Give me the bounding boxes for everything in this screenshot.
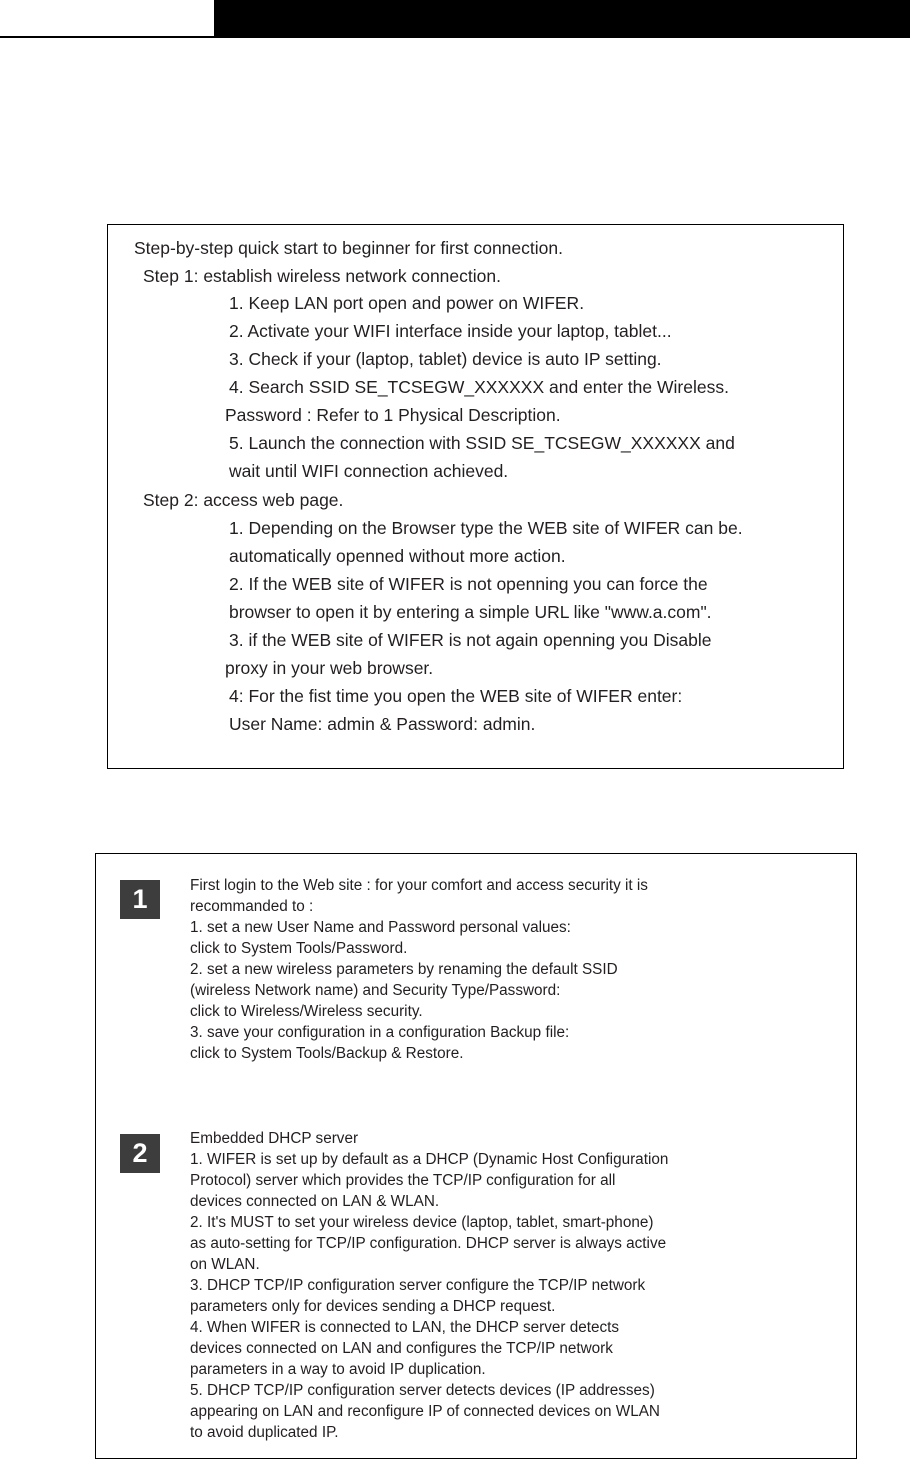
header-bar: [214, 0, 910, 38]
step2-line: proxy in your web browser.: [225, 658, 434, 678]
note-line: 4. When WIFER is connected to LAN, the DHCP server detects: [190, 1319, 620, 1336]
step2-heading: Step 2: access web page.: [143, 490, 344, 510]
step1-heading: Step 1: establish wireless network connection.: [143, 266, 501, 286]
note-line: click to System Tools/Password.: [190, 940, 408, 957]
note-line: Protocol) server which provides the TCP/IP configuration for all: [190, 1172, 616, 1189]
note-number-badge: 1: [120, 880, 160, 919]
note-line: 1. WIFER is set up by default as a DHCP (Dynamic Host Configuration: [190, 1151, 669, 1168]
step2-line: User Name: admin & Password: admin.: [229, 714, 536, 734]
step2-line: 2. If the WEB site of WIFER is not openning you can force the: [229, 574, 708, 594]
step1-line: 1. Keep LAN port open and power on WIFER.: [229, 293, 585, 313]
note-line: devices connected on LAN & WLAN.: [190, 1193, 440, 1210]
note-line: to avoid duplicated IP.: [190, 1424, 339, 1441]
note-line: devices connected on LAN and configures the TCP/IP network: [190, 1340, 613, 1357]
step2-line: 4: For the fist time you open the WEB site of WIFER enter:: [229, 686, 683, 706]
note-line: First login to the Web site : for your comfort and access security it is: [190, 877, 648, 894]
notes-box: [95, 853, 857, 1459]
header-rule: [0, 36, 214, 38]
note-line: (wireless Network name) and Security Type/Password:: [190, 982, 561, 999]
step1-line: 5. Launch the connection with SSID SE_TCSEGW_XXXXXX and: [229, 433, 735, 453]
note-line: appearing on LAN and reconfigure IP of connected devices on WLAN: [190, 1403, 660, 1420]
note-number-badge: 2: [120, 1134, 160, 1173]
note-line: parameters only for devices sending a DHCP request.: [190, 1298, 556, 1315]
step2-line: 3. if the WEB site of WIFER is not again openning you Disable: [229, 630, 712, 650]
note-line: 3. DHCP TCP/IP configuration server configure the TCP/IP network: [190, 1277, 646, 1294]
note-line: 2. set a new wireless parameters by renaming the default SSID: [190, 961, 618, 978]
quick-start-box: [107, 224, 844, 769]
quick-start-title: Step-by-step quick start to beginner for first connection.: [134, 238, 563, 258]
note-line: Embedded DHCP server: [190, 1130, 359, 1147]
note-line: recommanded to :: [190, 898, 314, 915]
step1-line: 2. Activate your WIFI interface inside your laptop, tablet...: [229, 321, 672, 341]
note-line: parameters in a way to avoid IP duplication.: [190, 1361, 486, 1378]
step1-line: 3. Check if your (laptop, tablet) device is auto IP setting.: [229, 349, 662, 369]
step1-line: 4. Search SSID SE_TCSEGW_XXXXXX and enter the Wireless.: [229, 377, 729, 397]
note-line: 2. It's MUST to set your wireless device (laptop, tablet, smart-phone): [190, 1214, 654, 1231]
note-line: 5. DHCP TCP/IP configuration server detects devices (IP addresses): [190, 1382, 655, 1399]
step1-line: Password : Refer to 1 Physical Description.: [225, 405, 561, 425]
note-line: as auto-setting for TCP/IP configuration. DHCP server is always active: [190, 1235, 667, 1252]
step1-line: wait until WIFI connection achieved.: [229, 461, 509, 481]
note-line: 1. set a new User Name and Password personal values:: [190, 919, 571, 936]
note-line: click to System Tools/Backup & Restore.: [190, 1045, 464, 1062]
note-line: on WLAN.: [190, 1256, 260, 1273]
note-line: 3. save your configuration in a configuration Backup file:: [190, 1024, 570, 1041]
step2-line: browser to open it by entering a simple URL like "www.a.com".: [229, 602, 712, 622]
note-line: click to Wireless/Wireless security.: [190, 1003, 423, 1020]
step2-line: 1. Depending on the Browser type the WEB site of WIFER can be.: [229, 518, 743, 538]
step2-line: automatically openned without more action.: [229, 546, 566, 566]
